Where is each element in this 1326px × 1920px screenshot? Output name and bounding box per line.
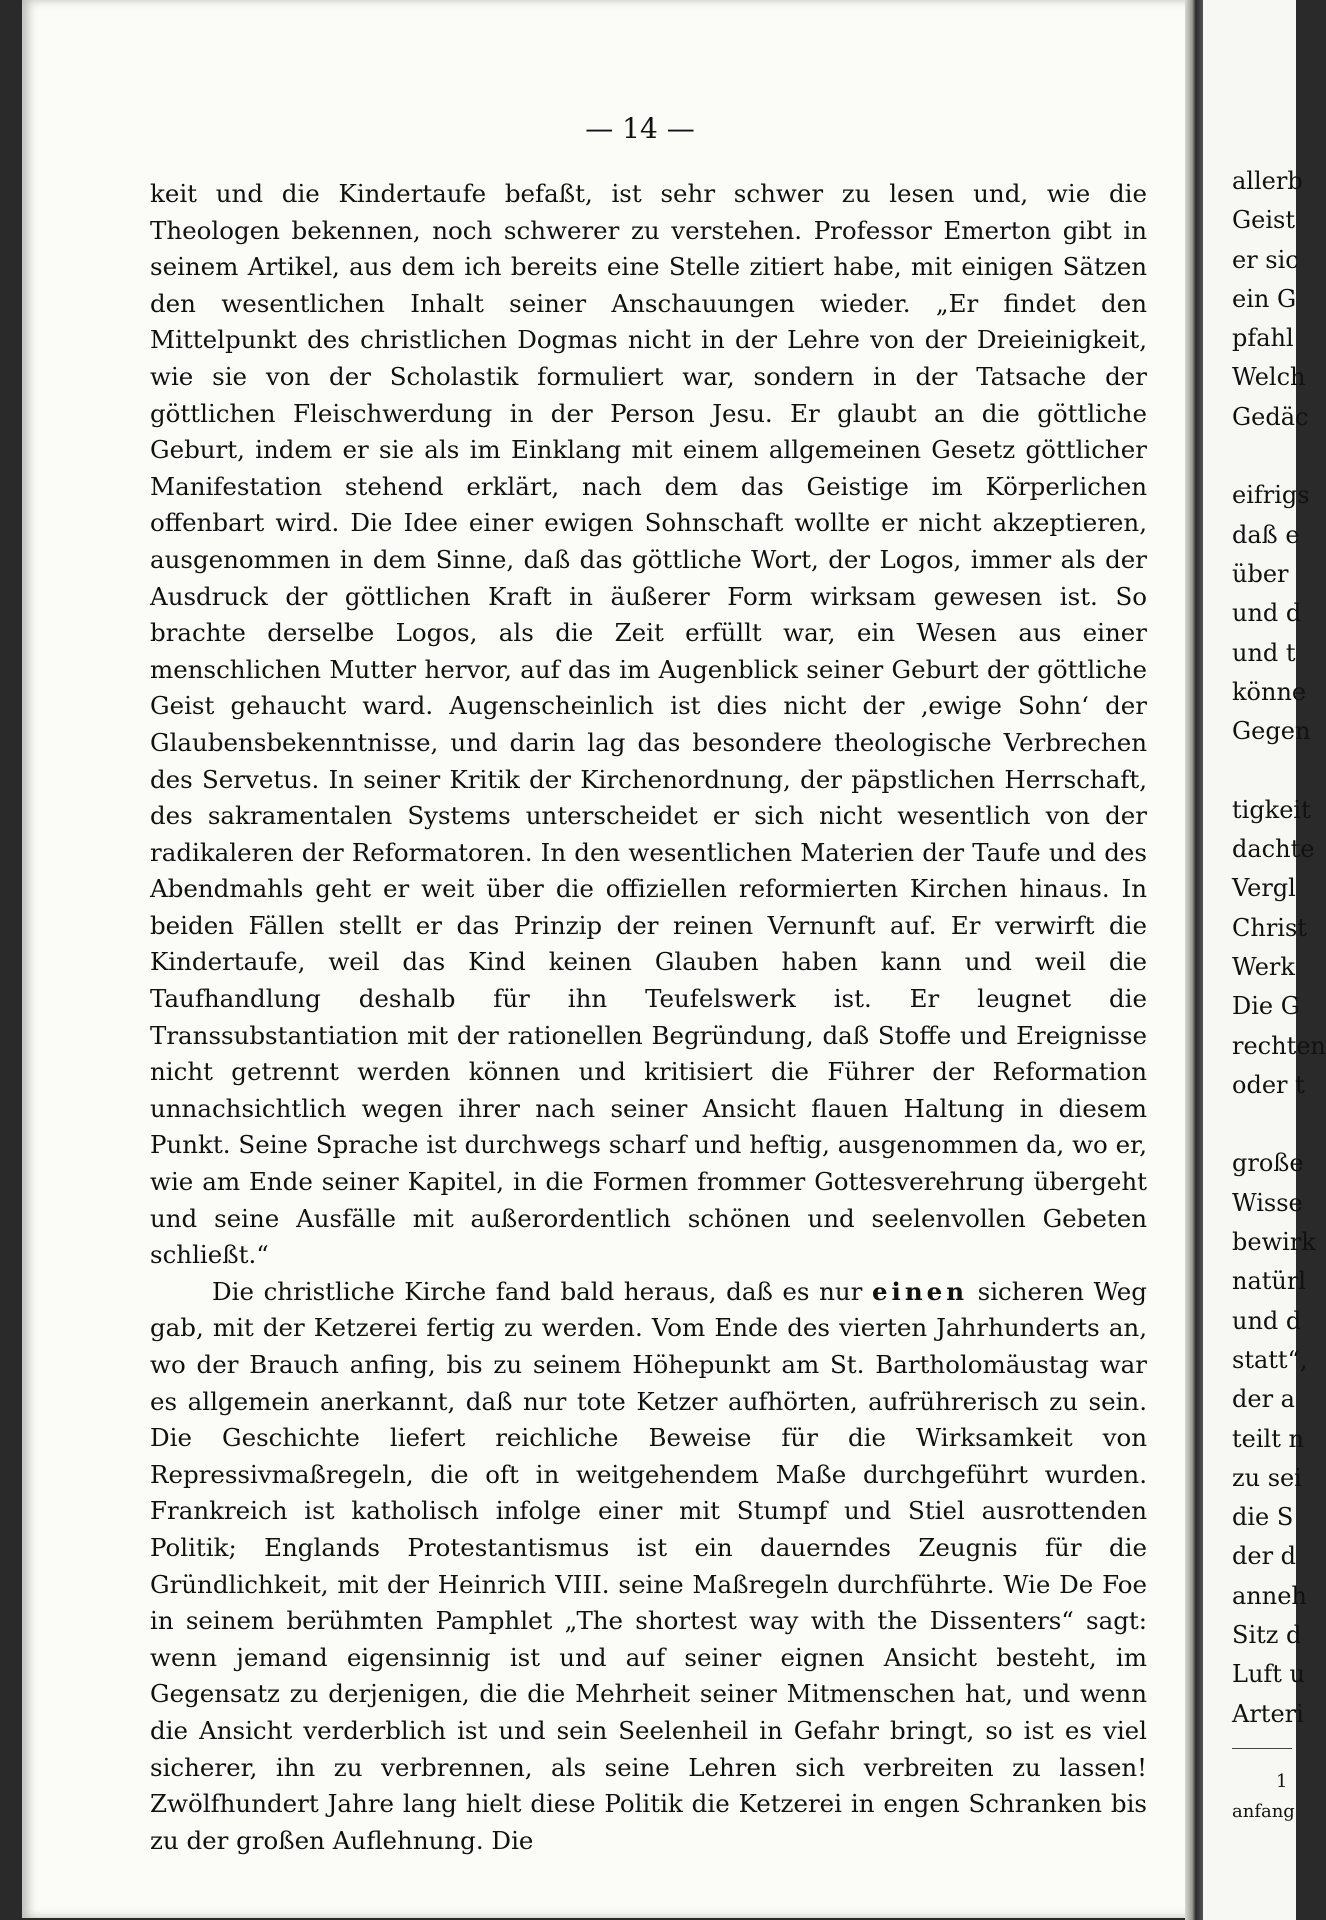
facing-page-line: daß e bbox=[1232, 520, 1300, 549]
facing-page-line: Sitz d bbox=[1232, 1620, 1302, 1649]
paragraph-1-text: keit und die Kindertaufe befaßt, ist sehr schwer zu lesen und, wie die Theologen bekennen, noch schwerer zu verstehen. Professor Emerton gibt in seinem Artikel, aus dem ich bereits eine Stelle zitiert habe, mit einigen Sätzen den wesentlichen Inhalt seiner Anschauungen wieder. „Er findet den Mittelpunkt des christlichen Dogmas nicht in der Lehre von der Dreieinigkeit, wie sie von der Scholastik formuliert war, sondern in der Tatsache der göttlichen Fleischwerdung in der Person Jesu. Er glaubt an die göttliche Geburt, indem er sie als im Einklang mit einem allgemeinen Gesetz göttlicher Manifestation stehend erklärt, nach dem das Geistige im Körperlichen offenbart wird. Die Idee einer ewigen Sohnschaft wollte er nicht akzeptieren, ausgenommen in dem Sinne, daß das göttliche Wort, der Logos, immer als der Ausdruck der göttlichen Kraft in äußerer Form wirksam gewesen ist. So brachte derselbe Logos, als die Zeit erfüllt war, ein Wesen aus einer menschlichen Mutter hervor, auf das im Augenblick seiner Geburt der göttliche Geist gehaucht ward. Augenscheinlich ist dies nicht der ‚ewige Sohn‘ der Glaubensbekenntnisse, und darin lag das besondere theologische Verbrechen des Servetus. In seiner Kritik der Kirchenordnung, der päpstlichen Herrschaft, des sakramentalen Systems unterscheidet er sich nicht wesentlich von der radikaleren der Reformatoren. In den wesentlichen Materien der Taufe und des Abendmahls geht er weit über die offiziellen reformierten Kirchen hinaus. In beiden Fällen stellt er das Prinzip der reinen Vernunft auf. Er verwirft die Kindertaufe, weil das Kind keinen Glauben haben kann und weil die Taufhandlung deshalb für ihn Teufelswerk ist. Er leugnet die Transsubstantiation mit der rationellen Begründung, daß Stoffe und Ereignisse nicht getrennt werden können und kritisiert die Führer der Reformation unnachsichtlich wegen ihrer nach seiner Ansicht flauen Haltung in diesem Punkt. Seine Sprache ist durchwegs scharf und heftig, ausgenommen da, wo er, wie am Ende seiner Kapitel, in die Formen frommer Gottesverehrung übergeht und seine Ausfälle mit außerordentlich schönen und seelenvollen Gebeten schließt.“ bbox=[150, 179, 1147, 1270]
facing-page-line: zu sei bbox=[1232, 1463, 1302, 1492]
facing-page-line: und d bbox=[1232, 1306, 1302, 1335]
facing-page-line: große bbox=[1232, 1149, 1304, 1178]
facing-page-line bbox=[1232, 437, 1302, 476]
facing-page-line: Die G bbox=[1232, 992, 1300, 1021]
facing-page-line: über bbox=[1232, 559, 1289, 588]
facing-page-line: er sic bbox=[1232, 245, 1299, 274]
facing-page-line: natürl bbox=[1232, 1267, 1307, 1296]
facing-page-line: dachte bbox=[1232, 835, 1315, 864]
emphasized-word: einen bbox=[871, 1276, 969, 1306]
body-text bbox=[150, 176, 1147, 1859]
facing-page-line: der a bbox=[1232, 1385, 1295, 1414]
paragraph-2-text-start: Die christliche Kirche fand bald heraus, daß es nur bbox=[212, 1276, 863, 1306]
facing-page-line: Gedäc bbox=[1232, 402, 1309, 431]
facing-page-line bbox=[1232, 1105, 1302, 1144]
facing-page-text bbox=[1232, 162, 1326, 1827]
facing-page-line: teilt n bbox=[1232, 1424, 1304, 1453]
facing-page-line: Arteri bbox=[1232, 1699, 1304, 1728]
facing-page-line: Geist bbox=[1232, 206, 1296, 235]
facing-page-line: Luft u bbox=[1232, 1660, 1306, 1689]
facing-page-line: pfahl bbox=[1232, 324, 1294, 353]
facing-page-line: Vergl bbox=[1232, 874, 1296, 903]
facing-page-line: bewirk bbox=[1232, 1228, 1316, 1257]
facing-page-line: statt“, bbox=[1232, 1345, 1308, 1374]
facing-page-line: ein G bbox=[1232, 284, 1297, 313]
facing-page-line: eifrigs bbox=[1232, 481, 1310, 510]
facing-page-line: und t bbox=[1232, 638, 1296, 667]
facing-footnote-marker: 1 bbox=[1276, 1770, 1288, 1792]
facing-page-line: Wisse bbox=[1232, 1188, 1303, 1217]
paragraph-1 bbox=[150, 176, 1147, 1274]
facing-page-line: der d bbox=[1232, 1542, 1297, 1571]
facing-page-line: könne bbox=[1232, 677, 1307, 706]
facing-page-line: Gegen bbox=[1232, 717, 1311, 746]
facing-page-line: anneh bbox=[1232, 1581, 1307, 1610]
facing-page-line: Welch bbox=[1232, 363, 1306, 392]
facing-page-line: Christ bbox=[1232, 913, 1307, 942]
paragraph-2 bbox=[150, 1274, 1147, 1860]
facing-page-line: allerb bbox=[1232, 167, 1303, 195]
paragraph-2-text-end: sicheren Weg gab, mit der Ketzerei fertig zu werden. Vom Ende des vierten Jahrhunderts an, wo der Brauch anfing, bis zu seinem Höhepunkt am St. Bartholomäustag war es allgemein anerkannt, daß nur tote Ketzer aufhörten, aufrührerisch zu sein. Die Geschichte liefert reichliche Beweise für die Wirksamkeit von Repressivmaßregeln, die oft in weitgehendem Maße durchgeführt wurden. Frankreich ist katholisch infolge einer mit Stumpf und Stiel ausrottenden Politik; Englands Protestantismus ist ein dauerndes Zeugnis für die Gründlichkeit, mit der Heinrich VIII. seine Maßregeln durchführte. Wie De Foe in seinem berühmten Pamphlet „The shortest way with the Dissenters“ sagt: wenn jemand eigensinnig ist und auf seiner eignen Ansicht besteht, im Gegensatz zu derjenigen, die die Mehrheit seiner Mitmenschen hat, und wenn die Ansicht verderblich ist und sein Seelenheil in Gefahr bringt, so ist es viel sicherer, ihn zu verbrennen, als seine Lehren sich verbreiten zu lassen! Zwölfhundert Jahre lang hielt diese Politik die Ketzerei in engen Schranken bis zu der großen Auflehnung. Die bbox=[150, 1276, 1147, 1855]
facing-page-line: rechten bbox=[1232, 1031, 1326, 1060]
facing-page-line bbox=[1232, 751, 1302, 790]
facing-footnote-text: anfang bbox=[1232, 1800, 1295, 1822]
footnote-rule bbox=[1232, 1748, 1292, 1749]
facing-page-line: tigkeit bbox=[1232, 795, 1311, 824]
facing-page-line: oder t bbox=[1232, 1070, 1305, 1099]
facing-page-line: Werk bbox=[1232, 952, 1295, 981]
facing-page-lines bbox=[1232, 162, 1326, 1734]
facing-page-line: und d bbox=[1232, 599, 1302, 628]
facing-page-line: die S bbox=[1232, 1503, 1294, 1532]
book-gutter bbox=[1185, 0, 1203, 1920]
page-number: — 14 — bbox=[585, 112, 695, 145]
